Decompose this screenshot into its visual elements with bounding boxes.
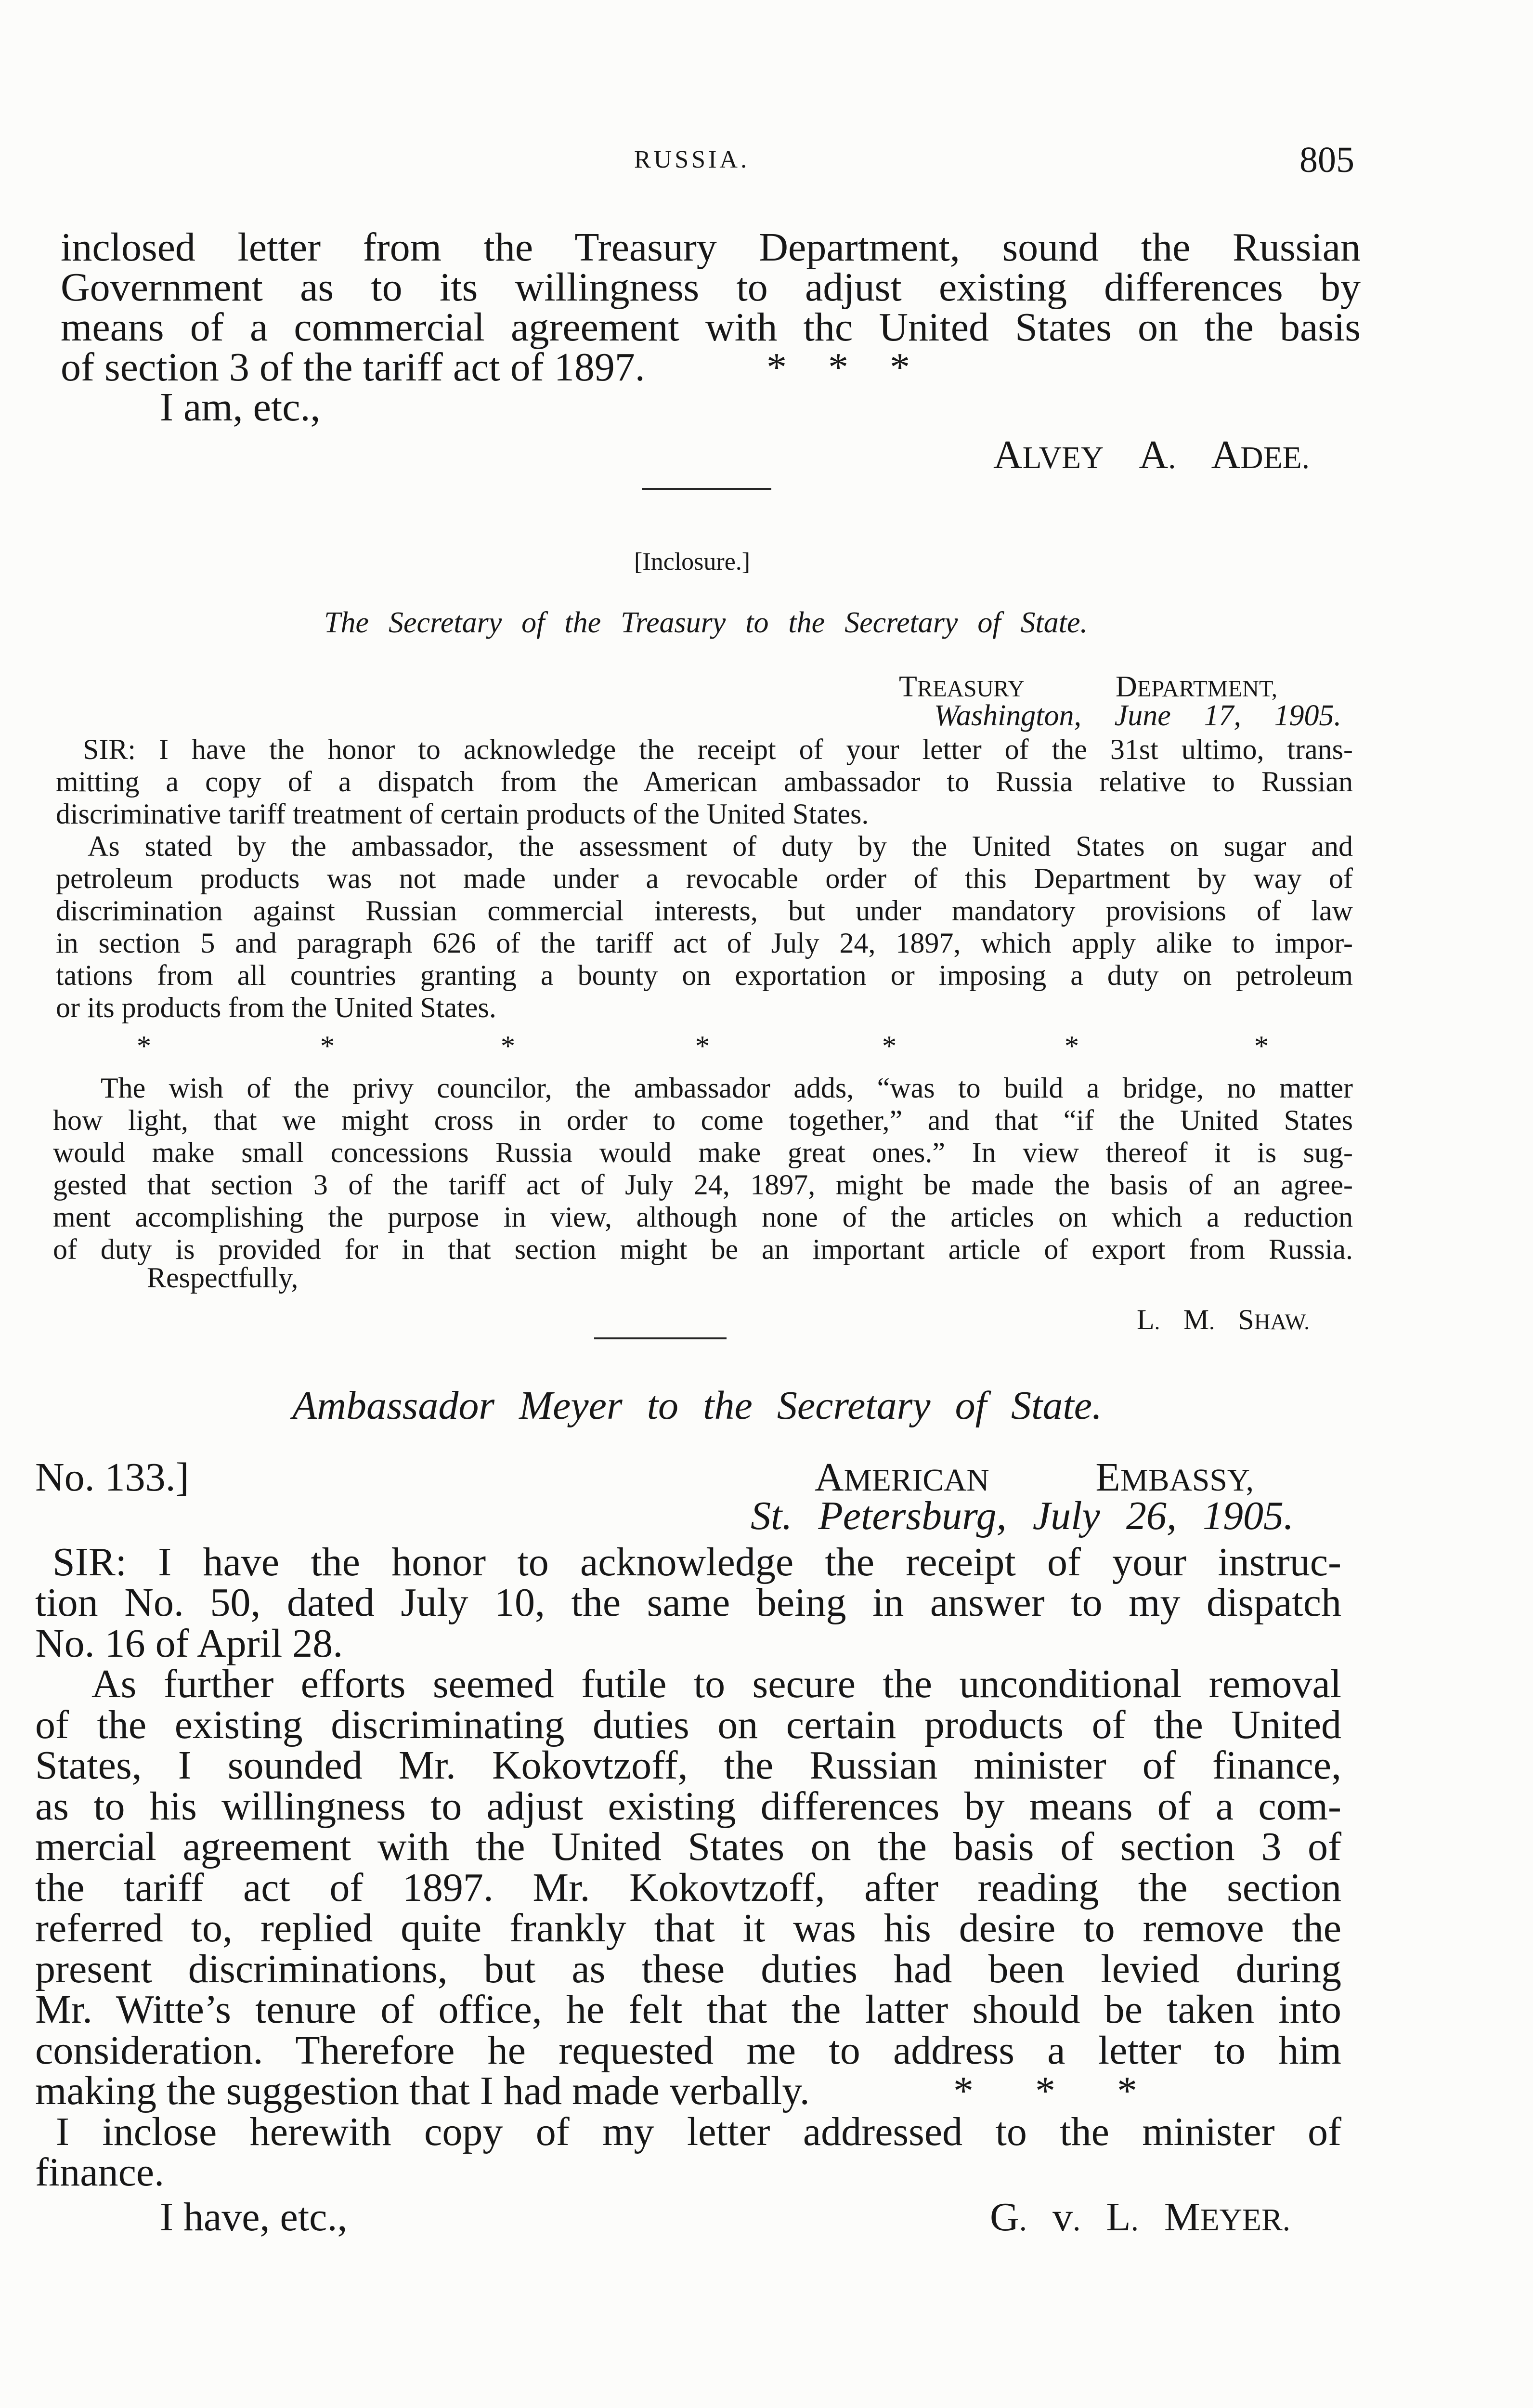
- small-caps-run: .: [1019, 2203, 1027, 2238]
- dispatch-paragraph-line: States, I sounded Mr. Kokovtzoff, the Russian minister of finance,: [35, 1743, 1341, 1788]
- small-caps-run: DEE.: [1240, 441, 1310, 475]
- adee-letter-line: means of a commercial agreement with thc United States on the basis: [61, 305, 1361, 350]
- inclosure-place-date: Washington, June 17, 1905.: [934, 699, 1341, 732]
- omission-star: *: [695, 1030, 710, 1062]
- ellipsis-stars: * * *: [766, 345, 910, 390]
- dispatch-heading: Ambassador Meyer to the Secretary of State.: [292, 1383, 1102, 1428]
- dispatch-paragraph-line: SIR: I have the honor to acknowledge the receipt of your instruc-: [52, 1540, 1341, 1584]
- dispatch-paragraph-line: tion No. 50, dated July 10, the same being in answer to my dispatch: [35, 1580, 1341, 1625]
- inclosure-paragraph-line: mitting a copy of a dispatch from the American ambassador to Russia relative to Russian: [56, 766, 1353, 798]
- small-caps-run: MERICAN: [844, 1463, 989, 1498]
- omission-star: *: [1065, 1030, 1079, 1062]
- page-number: 805: [1299, 140, 1354, 180]
- small-caps-run: EPARTMENT,: [1137, 676, 1277, 702]
- inclosure-paragraph-line: petroleum products was not made under a revocable order of this Department by way of: [56, 863, 1353, 894]
- omission-star: *: [882, 1030, 896, 1062]
- dispatch-paragraph-line: As further efforts seemed futile to secure the unconditional removal: [91, 1662, 1341, 1706]
- section-divider-rule: [642, 488, 771, 490]
- inclosure-paragraph-line: how light, that we might cross in order to come together,” and that “if the United States: [53, 1104, 1353, 1136]
- dispatch-paragraph-line: I inclose herewith copy of my letter addressed to the minister of: [56, 2109, 1341, 2154]
- small-caps-run: .: [1072, 2203, 1081, 2238]
- inclosure-paragraph-line: As stated by the ambassador, the assessment of duty by the United States on sugar and: [88, 830, 1353, 862]
- inclosure-paragraph-line: ment accomplishing the purpose in view, although none of the articles on which a reduction: [53, 1201, 1353, 1233]
- dispatch-paragraph-line: Mr. Witte’s tenure of office, he felt that the latter should be taken into: [35, 1987, 1341, 2032]
- letter-closing: Respectfully,: [147, 1262, 299, 1294]
- dispatch-paragraph-line: finance.: [35, 2150, 165, 2195]
- running-head: RUSSIA.: [634, 146, 750, 173]
- letter-closing: I am, etc.,: [160, 385, 321, 430]
- inclosure-label: [Inclosure.]: [634, 548, 751, 576]
- inclosure-paragraph-line: discrimination against Russian commercial interests, but under mandatory provisions of law: [56, 895, 1353, 927]
- adee-letter-line: of section 3 of the tariff act of 1897.: [61, 345, 645, 390]
- small-caps-run: REASURY: [917, 676, 1025, 702]
- dispatch-place-date: St. Petersburg, July 26, 1905.: [751, 1493, 1294, 1538]
- small-caps-run: .: [1154, 1309, 1160, 1335]
- dispatch-paragraph-line: as to his willingness to adjust existing differences by means of a com-: [35, 1784, 1341, 1829]
- dispatch-paragraph-line: making the suggestion that I had made verbally.: [35, 2068, 810, 2113]
- dispatch-paragraph-line: mercial agreement with the United States on the basis of section 3 of: [35, 1824, 1341, 1869]
- small-caps-run: .: [1168, 441, 1176, 475]
- inclosure-paragraph-line: The wish of the privy councilor, the ambassador adds, “was to build a bridge, no matter: [101, 1072, 1353, 1104]
- dispatch-paragraph-line: of the existing discriminating duties on certain products of the United: [35, 1702, 1341, 1747]
- section-divider-rule: [594, 1337, 727, 1339]
- ellipsis-stars: * * *: [953, 2068, 1137, 2113]
- omission-star: *: [1254, 1030, 1269, 1062]
- omission-star: *: [501, 1030, 515, 1062]
- dispatch-paragraph-line: No. 16 of April 28.: [35, 1621, 343, 1666]
- small-caps-run: MBASSY,: [1120, 1463, 1254, 1498]
- inclosure-paragraph-line: SIR: I have the honor to acknowledge the receipt of your letter of the 31st ultimo, trans-: [83, 733, 1353, 765]
- inclosure-heading: The Secretary of the Treasury to the Secretary of State.: [324, 606, 1088, 639]
- small-caps-run: LVEY: [1022, 441, 1104, 475]
- dispatch-paragraph-line: consideration. Therefore he requested me to address a letter to him: [35, 2028, 1341, 2073]
- inclosure-paragraph-line: gested that section 3 of the tariff act of July 24, 1897, might be made the basis of an agree-: [53, 1169, 1353, 1201]
- small-caps-run: .: [1130, 2203, 1139, 2238]
- inclosure-paragraph-line: of duty is provided for in that section might be an important article of export from Russia.: [53, 1233, 1353, 1265]
- inclosure-paragraph-line: or its products from the United States.: [56, 992, 496, 1023]
- adee-letter-line: Government as to its willingness to adjust existing differences by: [61, 265, 1361, 310]
- small-caps-run: EYER.: [1200, 2203, 1291, 2238]
- inclosure-paragraph-line: tations from all countries granting a bounty on exportation or imposing a duty on petroleum: [56, 959, 1353, 991]
- inclosure-paragraph-line: discriminative tariff treatment of certain products of the United States.: [56, 798, 869, 830]
- adee-letter-line: inclosed letter from the Treasury Department, sound the Russian: [61, 225, 1361, 270]
- dispatch-paragraph-line: referred to, replied quite frankly that it was his desire to remove the: [35, 1906, 1341, 1950]
- inclosure-paragraph-line: would make small concessions Russia would make great ones.” In view thereof it is sug-: [53, 1137, 1353, 1168]
- inclosure-sender: TREASURY DEPARTMENT,: [899, 670, 1277, 703]
- omission-star: *: [320, 1030, 335, 1062]
- dispatch-paragraph-line: the tariff act of 1897. Mr. Kokovtzoff, after reading the section: [35, 1865, 1341, 1910]
- signature-shaw: L. M. SHAW.: [1137, 1304, 1310, 1335]
- dispatch-sender: AMERICAN EMBASSY,: [815, 1455, 1254, 1500]
- signature-meyer: G. v. L. MEYER.: [990, 2195, 1291, 2239]
- small-caps-run: .: [1209, 1309, 1215, 1335]
- omission-star: *: [137, 1030, 151, 1062]
- inclosure-paragraph-line: in section 5 and paragraph 626 of the tariff act of July 24, 1897, which apply alike to impor-: [56, 927, 1353, 959]
- dispatch-number: No. 133.]: [35, 1455, 189, 1500]
- letter-closing: I have, etc.,: [160, 2195, 348, 2239]
- dispatch-paragraph-line: present discriminations, but as these duties had been levied during: [35, 1947, 1341, 1991]
- small-caps-run: HAW.: [1254, 1309, 1310, 1335]
- signature-adee: ALVEY A. ADEE.: [993, 432, 1310, 477]
